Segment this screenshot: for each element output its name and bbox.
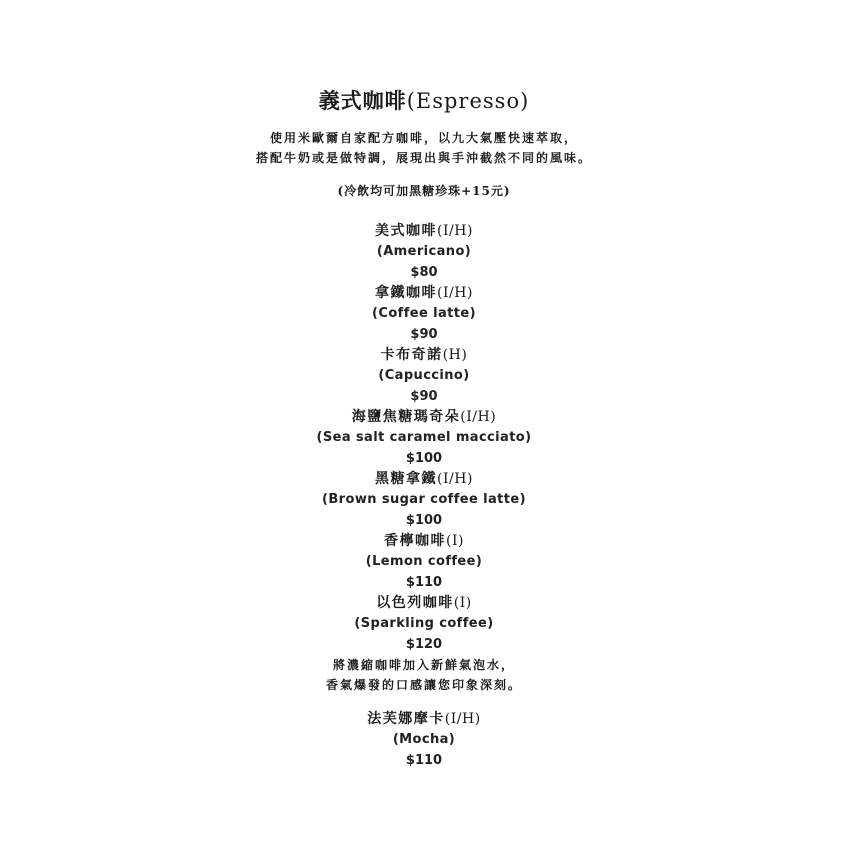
item-price: $90 xyxy=(410,327,438,342)
menu-item-americano xyxy=(0,221,848,283)
item-price: $110 xyxy=(405,753,443,768)
item-name-zh: 美式咖啡 xyxy=(375,223,438,239)
item-name xyxy=(0,469,848,490)
item-temp-options: (I/H) xyxy=(444,711,481,727)
item-name xyxy=(0,593,848,614)
menu-item-lemon-coffee xyxy=(0,531,848,593)
page-title xyxy=(0,86,848,116)
item-name-zh: 卡布奇諾 xyxy=(380,347,443,363)
item-temp-options: (I/H) xyxy=(437,285,473,301)
item-english-name: (Sea salt caramel macciato) xyxy=(316,430,532,445)
item-temp-options: (I/H) xyxy=(460,409,497,425)
menu-item-capuccino xyxy=(0,345,848,407)
item-price: $100 xyxy=(405,513,443,528)
menu-item-mocha xyxy=(0,709,848,771)
item-name-zh: 海鹽焦糖瑪奇朵 xyxy=(351,409,461,425)
item-english-name: (Capuccino) xyxy=(378,368,470,383)
item-temp-options: (I/H) xyxy=(437,223,473,239)
item-name-zh: 法芙娜摩卡 xyxy=(367,711,445,727)
item-name-zh: 黑糖拿鐵 xyxy=(375,471,438,487)
intro-line: 搭配牛奶或是做特調，展現出與手沖截然不同的風味。 xyxy=(255,151,592,165)
menu-item-sea-salt-caramel-macchiato xyxy=(0,407,848,469)
item-temp-options: (H) xyxy=(442,347,468,363)
item-name-zh: 以色列咖啡 xyxy=(376,595,454,611)
item-price: $90 xyxy=(410,389,438,404)
item-temp-options: (I) xyxy=(446,533,464,549)
menu-list xyxy=(0,221,848,771)
item-name xyxy=(0,345,848,366)
item-description xyxy=(0,655,848,695)
intro-line: 使用米歐爾自家配方咖啡，以九大氣壓快速萃取， xyxy=(269,131,578,145)
item-english-name: (Sparkling coffee) xyxy=(354,616,494,631)
item-name xyxy=(0,709,848,730)
cold-drink-note: (冷飲均可加黑糖珍珠+15元) xyxy=(337,184,511,198)
item-name xyxy=(0,283,848,304)
item-english-name: (Americano) xyxy=(376,244,472,259)
menu-item-latte xyxy=(0,283,848,345)
item-english-name: (Mocha) xyxy=(392,732,456,747)
title-latin: (Espresso) xyxy=(406,89,530,113)
item-price: $120 xyxy=(405,637,443,652)
item-name-zh: 拿鐵咖啡 xyxy=(375,285,438,301)
item-price: $80 xyxy=(410,265,438,280)
item-name-zh: 香檸咖啡 xyxy=(384,533,447,549)
item-name xyxy=(0,407,848,428)
item-description-line: 香氣爆發的口感讓您印象深刻。 xyxy=(325,678,522,692)
item-temp-options: (I) xyxy=(453,595,472,611)
item-description-line: 將濃縮咖啡加入新鮮氣泡水， xyxy=(332,658,515,672)
item-english-name: (Coffee latte) xyxy=(372,306,476,321)
item-name xyxy=(0,221,848,242)
menu-item-brown-sugar-latte xyxy=(0,469,848,531)
title-chinese: 義式咖啡 xyxy=(318,88,407,113)
intro-paragraph xyxy=(0,128,848,168)
item-price: $100 xyxy=(405,451,443,466)
item-english-name: (Lemon coffee) xyxy=(365,554,483,569)
item-name xyxy=(0,531,848,552)
item-price: $110 xyxy=(405,575,443,590)
item-english-name: (Brown sugar coffee latte) xyxy=(322,492,526,507)
menu-item-sparkling-coffee xyxy=(0,593,848,695)
item-temp-options: (I/H) xyxy=(437,471,473,487)
